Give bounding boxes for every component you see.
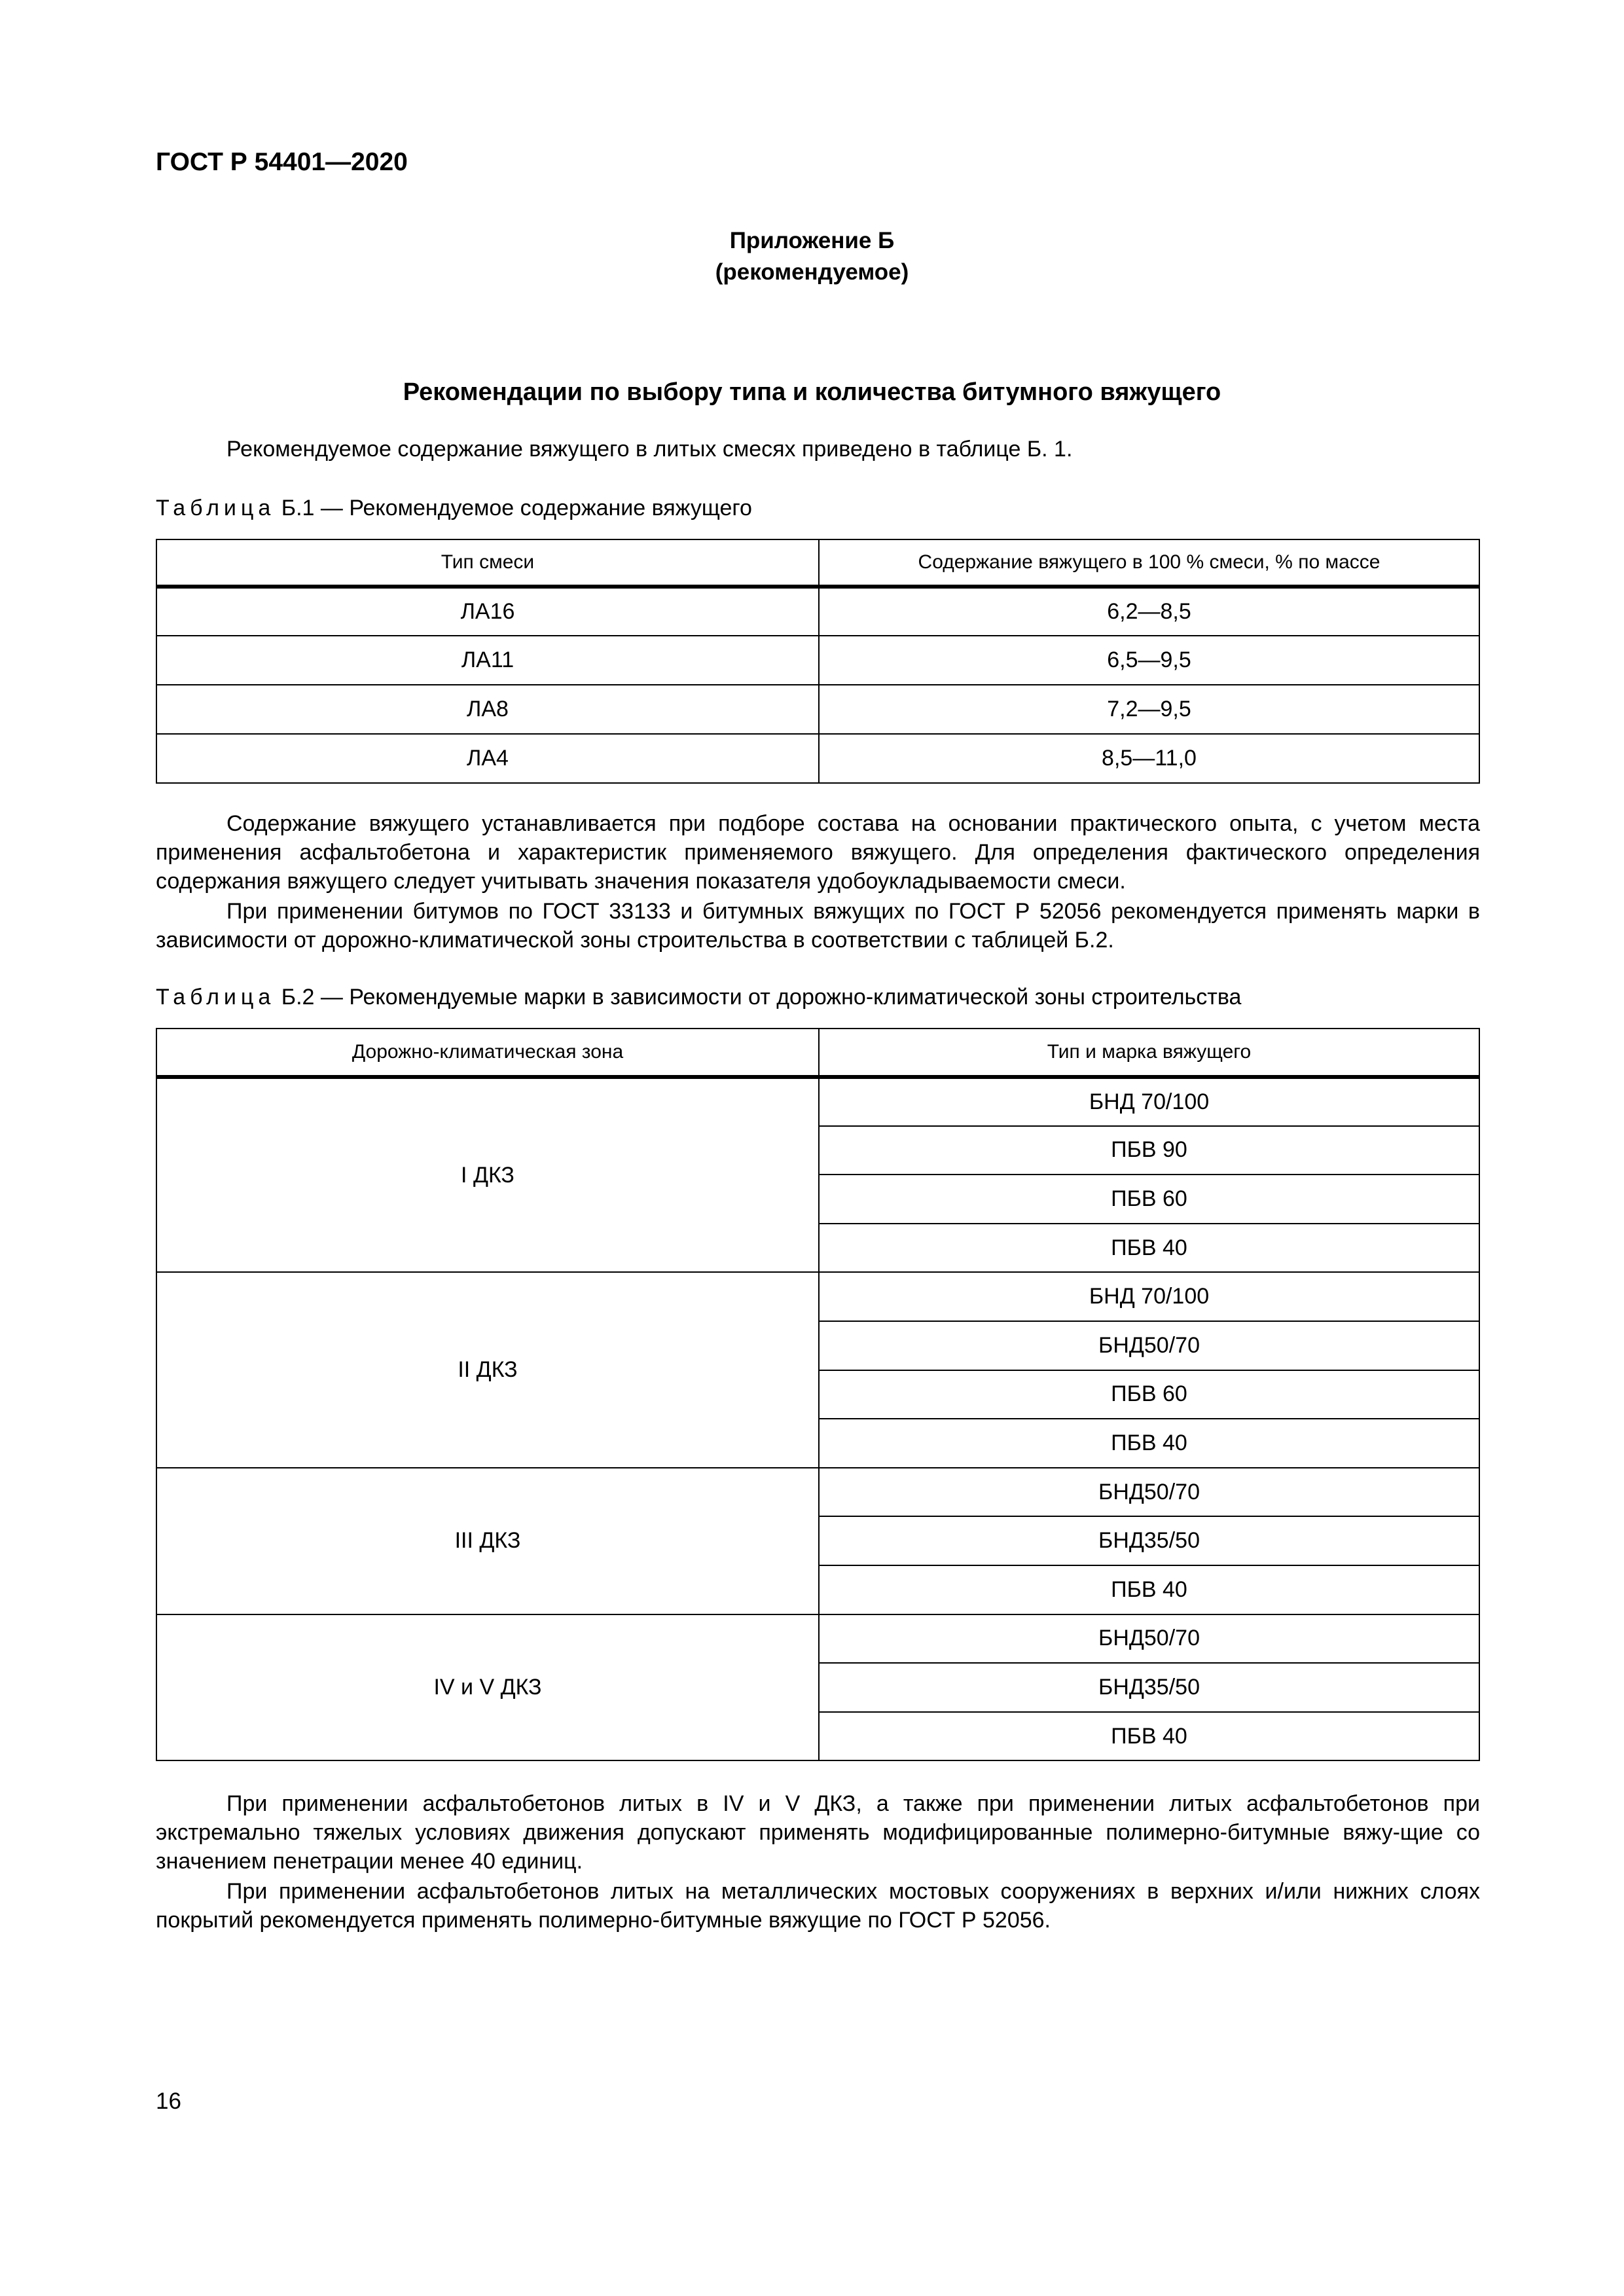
binder-content-table (156, 539, 1480, 784)
table-row (156, 1272, 1479, 1321)
binder-grade-cell: ПБВ 60 (819, 1370, 1479, 1419)
binder-content-cell: 8,5—11,0 (819, 734, 1479, 783)
paragraph-binder-selection (156, 809, 1480, 896)
table1-caption (156, 496, 752, 521)
binder-content-cell: 6,5—9,5 (819, 636, 1479, 685)
mix-type-cell: ЛА4 (156, 734, 819, 783)
table2-caption-label: Таблица (156, 985, 276, 1010)
paragraph-text: При применении асфальтобетонов литых на металлических мостовых сооружениях в верхних и/или нижних слоях покрытий рекомендуется применять полимерно-битумные вяжущие по ГОСТ Р 52056. (156, 1879, 1480, 1933)
paragraph-bitumen-grades (156, 897, 1480, 955)
binder-grade-cell: БНД 70/100 (819, 1077, 1479, 1126)
binder-grade-cell: БНД50/70 (819, 1614, 1479, 1664)
binder-grade-cell: ПБВ 40 (819, 1419, 1479, 1468)
table2-caption-text: Б.2 — Рекомендуемые марки в зависимости от дорожно-климатической зоны строительства (281, 985, 1242, 1010)
table2-caption (156, 985, 1241, 1010)
table-header-row (156, 539, 1479, 587)
appendix-status: (рекомендуемое) (715, 259, 909, 285)
binder-grade-cell: ПБВ 90 (819, 1126, 1479, 1175)
table-row (156, 636, 1479, 685)
climate-zone-table (156, 1028, 1480, 1761)
zone-cell: II ДКЗ (156, 1272, 819, 1467)
table-header-cell: Дорожно-климатическая зона (156, 1029, 819, 1077)
binder-content-cell: 7,2—9,5 (819, 685, 1479, 734)
section-title: Рекомендации по выбору типа и количества битумного вяжущего (403, 378, 1221, 406)
binder-grade-cell: БНД50/70 (819, 1468, 1479, 1517)
table-header-cell: Содержание вяжущего в 100 % смеси, % по массе (819, 539, 1479, 587)
table-row (156, 1077, 1479, 1126)
binder-grade-cell: ПБВ 40 (819, 1565, 1479, 1614)
binder-grade-cell: БНД35/50 (819, 1516, 1479, 1565)
intro-text: Рекомендуемое содержание вяжущего в литых смесях приведено в таблице Б. 1. (226, 437, 1073, 462)
page-number: 16 (156, 2088, 181, 2114)
zone-cell: I ДКЗ (156, 1077, 819, 1272)
paragraph-text: При применении асфальтобетонов литых в IV и V ДКЗ, а также при применении литых асфальтобетонов при экстремально тяжелых условиях движения допускают применять модифицированные полимерно-битумные вяжу-щие со значением пенетрации менее 40 единиц. (156, 1791, 1480, 1874)
binder-grade-cell: ПБВ 60 (819, 1175, 1479, 1224)
table-header-cell: Тип и марка вяжущего (819, 1029, 1479, 1077)
table-row (156, 685, 1479, 734)
binder-grade-cell: ПБВ 40 (819, 1224, 1479, 1273)
table-row (156, 587, 1479, 636)
zone-cell: III ДКЗ (156, 1468, 819, 1614)
paragraph-modified-binders (156, 1789, 1480, 1876)
zone-cell: IV и V ДКЗ (156, 1614, 819, 1761)
mix-type-cell: ЛА11 (156, 636, 819, 685)
mix-type-cell: ЛА16 (156, 587, 819, 636)
table1-caption-text: Б.1 — Рекомендуемое содержание вяжущего (281, 496, 752, 520)
binder-grade-cell: БНД35/50 (819, 1663, 1479, 1712)
binder-grade-cell: БНД50/70 (819, 1321, 1479, 1370)
binder-grade-cell: ПБВ 40 (819, 1712, 1479, 1761)
table-row (156, 1468, 1479, 1517)
mix-type-cell: ЛА8 (156, 685, 819, 734)
paragraph-text: Содержание вяжущего устанавливается при подборе состава на основании практического опыта, с учетом места применения асфальтобетона и характеристик применяемого вяжущего. Для определения фактического определения содержания вяжущего следует учитывать значения показателя удобоукладываемости смеси. (156, 811, 1480, 894)
table-header-row (156, 1029, 1479, 1077)
paragraph-bridge-structures (156, 1877, 1480, 1935)
table-row (156, 734, 1479, 783)
binder-grade-cell: БНД 70/100 (819, 1272, 1479, 1321)
appendix-title: Приложение Б (729, 228, 895, 253)
table-row (156, 1614, 1479, 1664)
binder-content-cell: 6,2—8,5 (819, 587, 1479, 636)
intro-paragraph (156, 435, 1480, 464)
paragraph-text: При применении битумов по ГОСТ 33133 и битумных вяжущих по ГОСТ Р 52056 рекомендуется применять марки в зависимости от дорожно-климатической зоны строительства в соответствии с таблицей Б.2. (156, 899, 1480, 953)
table1-caption-label: Таблица (156, 496, 276, 520)
document-header: ГОСТ Р 54401—2020 (156, 148, 408, 176)
table-header-cell: Тип смеси (156, 539, 819, 587)
